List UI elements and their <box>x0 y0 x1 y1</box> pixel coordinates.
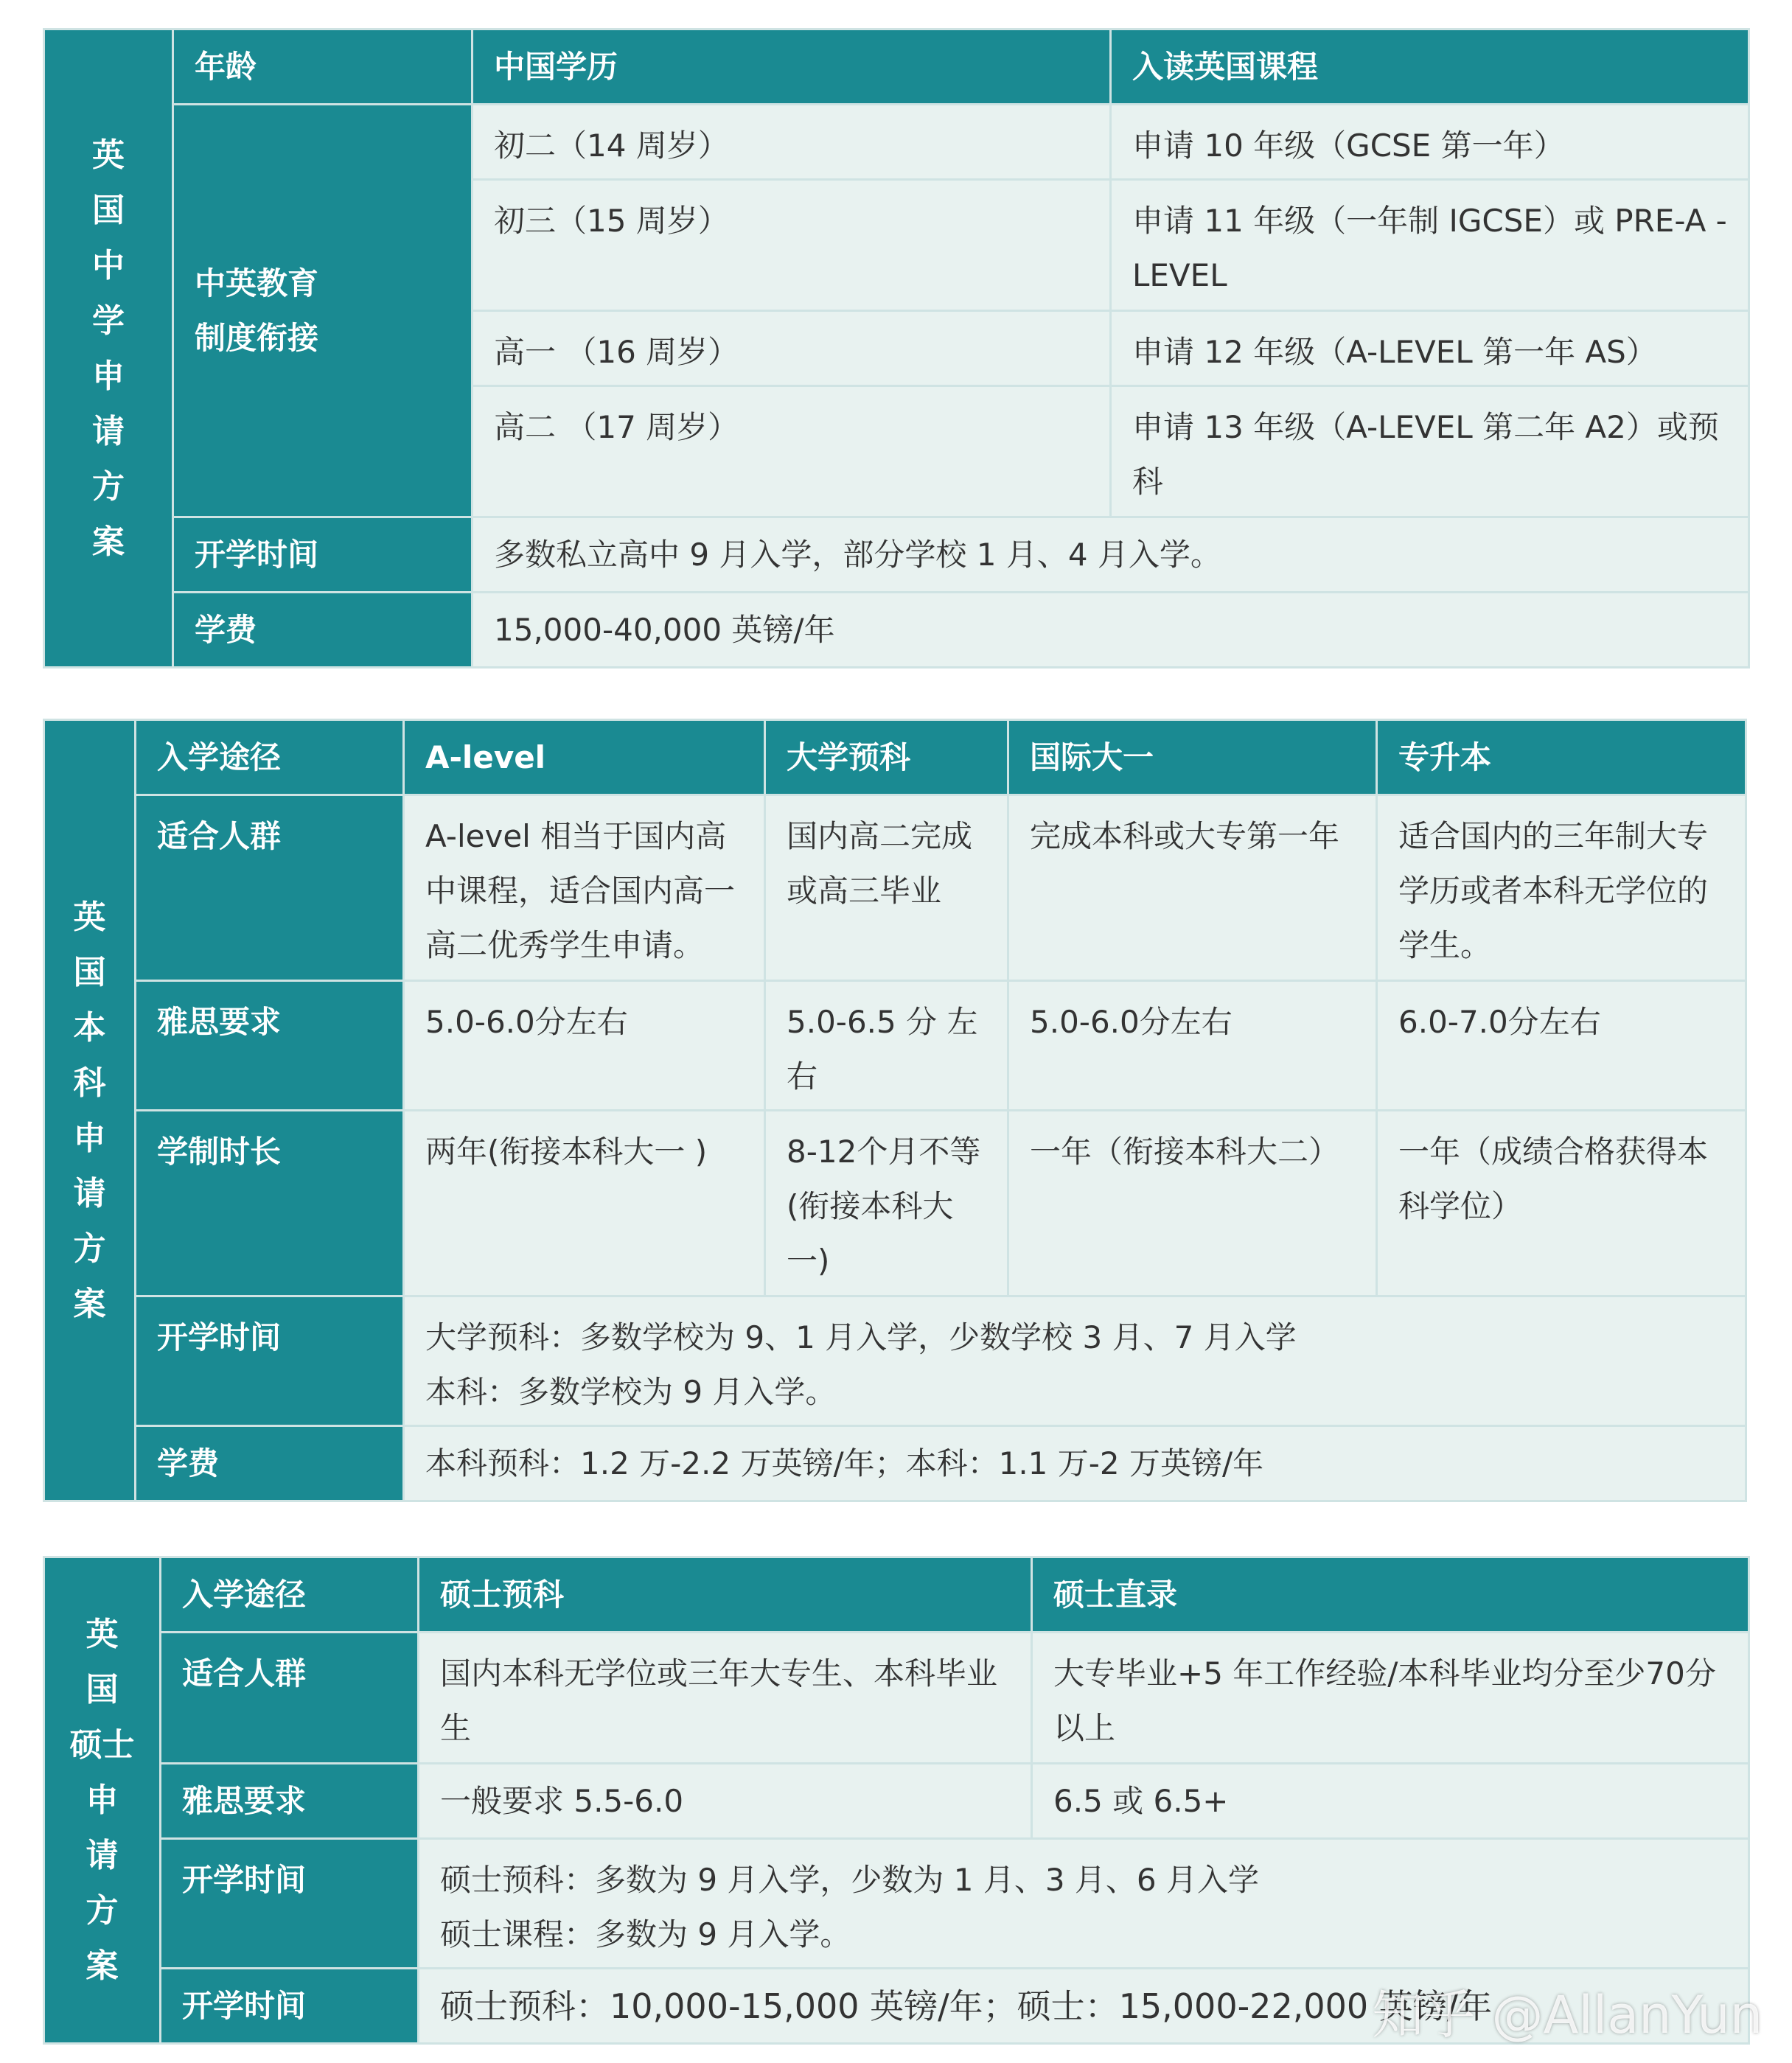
t1-edu-cell: 高一 （16 周岁） <box>473 311 1111 386</box>
t1-fee-value: 15,000-40,000 英镑/年 <box>473 593 1749 668</box>
t2-fit-cell: 完成本科或大专第一年 <box>1008 795 1377 981</box>
t2-start-line2: 本科：多数学校为 9 月入学。 <box>425 1374 837 1410</box>
undergraduate-table <box>43 719 1747 1502</box>
t1-course-cell: 申请 12 年级（A-LEVEL 第一年 AS） <box>1111 311 1749 386</box>
t3-header-foundation: 硕士预科 <box>419 1557 1032 1633</box>
t2-ielts-label: 雅思要求 <box>136 981 404 1111</box>
t2-duration-cell: 两年(衔接本科大一 ) <box>404 1111 765 1296</box>
t2-ielts-cell: 5.0-6.0分左右 <box>1008 981 1377 1111</box>
t2-duration-cell: 一年（衔接本科大二） <box>1008 1111 1377 1296</box>
watermark: 知乎 @AllanYun <box>1372 1985 1763 2045</box>
t1-start-label: 开学时间 <box>173 517 473 593</box>
t2-ielts-cell: 6.0-7.0分左右 <box>1377 981 1746 1111</box>
t1-age-label: 中英教育 制度衔接 <box>173 105 473 517</box>
t2-fit-label: 适合人群 <box>136 795 404 981</box>
t2-start-line1: 大学预科：多数学校为 9、1 月入学，少数学校 3 月、7 月入学 <box>425 1319 1297 1355</box>
t1-header-course: 入读英国课程 <box>1111 29 1749 105</box>
t1-course-cell: 申请 13 年级（A-LEVEL 第二年 A2）或预科 <box>1111 386 1749 517</box>
t2-side-title: 英 国 本 科 申 请 方 案 <box>44 720 136 1501</box>
t1-course-cell: 申请 11 年级（一年制 IGCSE）或 PRE-A -LEVEL <box>1111 180 1749 311</box>
t2-header-top-up: 专升本 <box>1377 720 1746 795</box>
t3-header-direct: 硕士直录 <box>1032 1557 1749 1633</box>
t1-edu-cell: 初二（14 周岁） <box>473 105 1111 180</box>
t3-fee-value: 硕士预科：10,000-15,000 英镑/年；硕士：15,000-22,000 英镑/年 <box>419 1969 1749 2044</box>
secondary-school-table <box>43 28 1750 669</box>
t3-start-line2: 硕士课程：多数为 9 月入学。 <box>440 1916 851 1952</box>
t2-duration-cell: 8-12个月不等(衔接本科大一) <box>765 1111 1008 1296</box>
t1-course-cell: 申请 10 年级（GCSE 第一年） <box>1111 105 1749 180</box>
t3-fit-label: 适合人群 <box>161 1633 419 1764</box>
t3-side-title: 英 国 硕士 申 请 方 案 <box>44 1557 161 2044</box>
t1-fee-label: 学费 <box>173 593 473 668</box>
t2-header-intl-year1: 国际大一 <box>1008 720 1377 795</box>
t1-header-age: 年龄 <box>173 29 473 105</box>
t2-ielts-cell: 5.0-6.5 分 左右 <box>765 981 1008 1111</box>
t3-ielts-cell: 6.5 或 6.5+ <box>1032 1764 1749 1839</box>
t2-fit-cell: 国内高二完成或高三毕业 <box>765 795 1008 981</box>
t2-header-alevel: A-level <box>404 720 765 795</box>
t1-edu-cell: 初三（15 周岁） <box>473 180 1111 311</box>
t3-ielts-label: 雅思要求 <box>161 1764 419 1839</box>
t2-ielts-cell: 5.0-6.0分左右 <box>404 981 765 1111</box>
t3-ielts-cell: 一般要求 5.5-6.0 <box>419 1764 1032 1839</box>
t2-header-route: 入学途径 <box>136 720 404 795</box>
t2-fit-cell: 适合国内的三年制大专学历或者本科无学位的学生。 <box>1377 795 1746 981</box>
t2-fee-value: 本科预科：1.2 万-2.2 万英镑/年；本科：1.1 万-2 万英镑/年 <box>404 1426 1746 1501</box>
t2-duration-cell: 一年（成绩合格获得本科学位） <box>1377 1111 1746 1296</box>
t1-side-title: 英 国 中 学 申 请 方 案 <box>44 29 173 668</box>
t3-header-route: 入学途径 <box>161 1557 419 1633</box>
t2-start-value <box>404 1296 1746 1426</box>
t2-fee-label: 学费 <box>136 1426 404 1501</box>
t1-start-value: 多数私立高中 9 月入学，部分学校 1 月、4 月入学。 <box>473 517 1749 593</box>
t3-fit-cell: 国内本科无学位或三年大专生、本科毕业生 <box>419 1633 1032 1764</box>
t3-start-label: 开学时间 <box>161 1839 419 1969</box>
t3-start-value <box>419 1839 1749 1969</box>
t1-header-edu: 中国学历 <box>473 29 1111 105</box>
t2-start-label: 开学时间 <box>136 1296 404 1426</box>
t1-edu-cell: 高二 （17 周岁） <box>473 386 1111 517</box>
t3-start-line1: 硕士预科：多数为 9 月入学，少数为 1 月、3 月、6 月入学 <box>440 1862 1259 1898</box>
t3-fee-label: 开学时间 <box>161 1969 419 2044</box>
t3-fit-cell: 大专毕业+5 年工作经验/本科毕业均分至少70分以上 <box>1032 1633 1749 1764</box>
t2-duration-label: 学制时长 <box>136 1111 404 1296</box>
t2-header-foundation: 大学预科 <box>765 720 1008 795</box>
t2-fit-cell: A-level 相当于国内高中课程，适合国内高一高二优秀学生申请。 <box>404 795 765 981</box>
master-table <box>43 1556 1750 2045</box>
